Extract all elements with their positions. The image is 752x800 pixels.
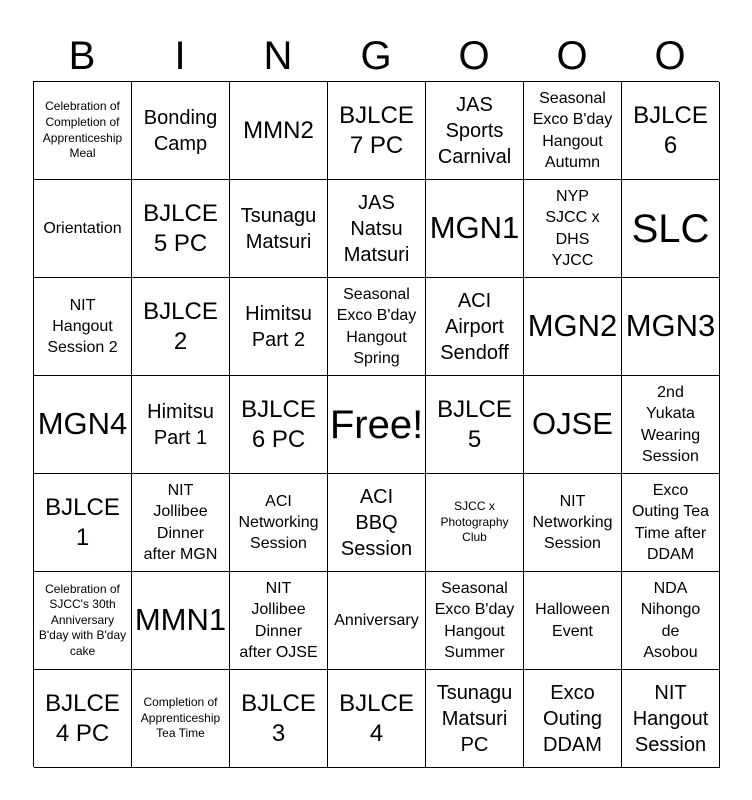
bingo-cell[interactable]: SJCC x Photography Club xyxy=(426,474,524,572)
bingo-cell[interactable]: JAS Sports Carnival xyxy=(426,82,524,180)
bingo-cell[interactable]: NDA Nihongo de Asobou xyxy=(622,572,720,670)
bingo-cell[interactable]: 2nd Yukata Wearing Session xyxy=(622,376,720,474)
bingo-cell[interactable]: Exco Outing Tea Time after DDAM xyxy=(622,474,720,572)
bingo-cell[interactable]: NIT Hangout Session 2 xyxy=(34,278,132,376)
bingo-cell[interactable]: BJLCE 4 xyxy=(328,670,426,768)
bingo-cell[interactable]: Himitsu Part 2 xyxy=(230,278,328,376)
bingo-cell[interactable]: MGN3 xyxy=(622,278,720,376)
bingo-cell[interactable]: Anniversary xyxy=(328,572,426,670)
header-letter: N xyxy=(263,34,293,78)
bingo-cell[interactable]: MMN1 xyxy=(132,572,230,670)
bingo-cell[interactable]: Himitsu Part 1 xyxy=(132,376,230,474)
bingo-cell[interactable]: BJLCE 2 xyxy=(132,278,230,376)
bingo-cell[interactable]: MGN1 xyxy=(426,180,524,278)
bingo-cell[interactable]: NIT Networking Session xyxy=(524,474,622,572)
bingo-header xyxy=(33,30,719,82)
bingo-cell[interactable]: MMN2 xyxy=(230,82,328,180)
header-letter: I xyxy=(174,34,186,78)
bingo-cell[interactable]: NIT Hangout Session xyxy=(622,670,720,768)
bingo-cell[interactable]: BJLCE 6 PC xyxy=(230,376,328,474)
bingo-cell[interactable]: Tsunagu Matsuri xyxy=(230,180,328,278)
bingo-cell[interactable]: Seasonal Exco B'day Hangout Spring xyxy=(328,278,426,376)
header-letter: O xyxy=(654,34,686,78)
bingo-cell[interactable]: MGN2 xyxy=(524,278,622,376)
bingo-cell[interactable]: BJLCE 6 xyxy=(622,82,720,180)
bingo-cell[interactable]: NYP SJCC x DHS YJCC xyxy=(524,180,622,278)
bingo-cell[interactable]: BJLCE 5 xyxy=(426,376,524,474)
bingo-cell[interactable]: Seasonal Exco B'day Hangout Autumn xyxy=(524,82,622,180)
header-letter: O xyxy=(556,34,588,78)
bingo-cell[interactable]: BJLCE 5 PC xyxy=(132,180,230,278)
free-space-cell[interactable]: Free! xyxy=(328,376,426,474)
bingo-cell[interactable]: SLC xyxy=(622,180,720,278)
bingo-cell[interactable]: Exco Outing DDAM xyxy=(524,670,622,768)
bingo-cell[interactable]: BJLCE 3 xyxy=(230,670,328,768)
bingo-cell[interactable]: Celebration of SJCC's 30th Anniversary B'day with B'day cake xyxy=(34,572,132,670)
bingo-cell[interactable]: Tsunagu Matsuri PC xyxy=(426,670,524,768)
bingo-cell[interactable]: BJLCE 1 xyxy=(34,474,132,572)
header-letter: O xyxy=(458,34,490,78)
bingo-cell[interactable]: Celebration of Completion of Apprenticeship Meal xyxy=(34,82,132,180)
bingo-cell[interactable]: OJSE xyxy=(524,376,622,474)
bingo-cell[interactable]: Seasonal Exco B'day Hangout Summer xyxy=(426,572,524,670)
bingo-board xyxy=(33,81,719,767)
bingo-cell[interactable]: ACI BBQ Session xyxy=(328,474,426,572)
bingo-cell[interactable]: Completion of Apprenticeship Tea Time xyxy=(132,670,230,768)
bingo-cell[interactable]: NIT Jollibee Dinner after MGN xyxy=(132,474,230,572)
bingo-cell[interactable]: Bonding Camp xyxy=(132,82,230,180)
header-letter: G xyxy=(360,34,392,78)
bingo-cell[interactable]: Orientation xyxy=(34,180,132,278)
bingo-cell[interactable]: BJLCE 7 PC xyxy=(328,82,426,180)
bingo-cell[interactable]: ACI Airport Sendoff xyxy=(426,278,524,376)
bingo-cell[interactable]: MGN4 xyxy=(34,376,132,474)
bingo-cell[interactable]: NIT Jollibee Dinner after OJSE xyxy=(230,572,328,670)
bingo-cell[interactable]: BJLCE 4 PC xyxy=(34,670,132,768)
bingo-cell[interactable]: JAS Natsu Matsuri xyxy=(328,180,426,278)
bingo-cell[interactable]: ACI Networking Session xyxy=(230,474,328,572)
header-letter: B xyxy=(68,34,96,78)
bingo-cell[interactable]: Halloween Event xyxy=(524,572,622,670)
